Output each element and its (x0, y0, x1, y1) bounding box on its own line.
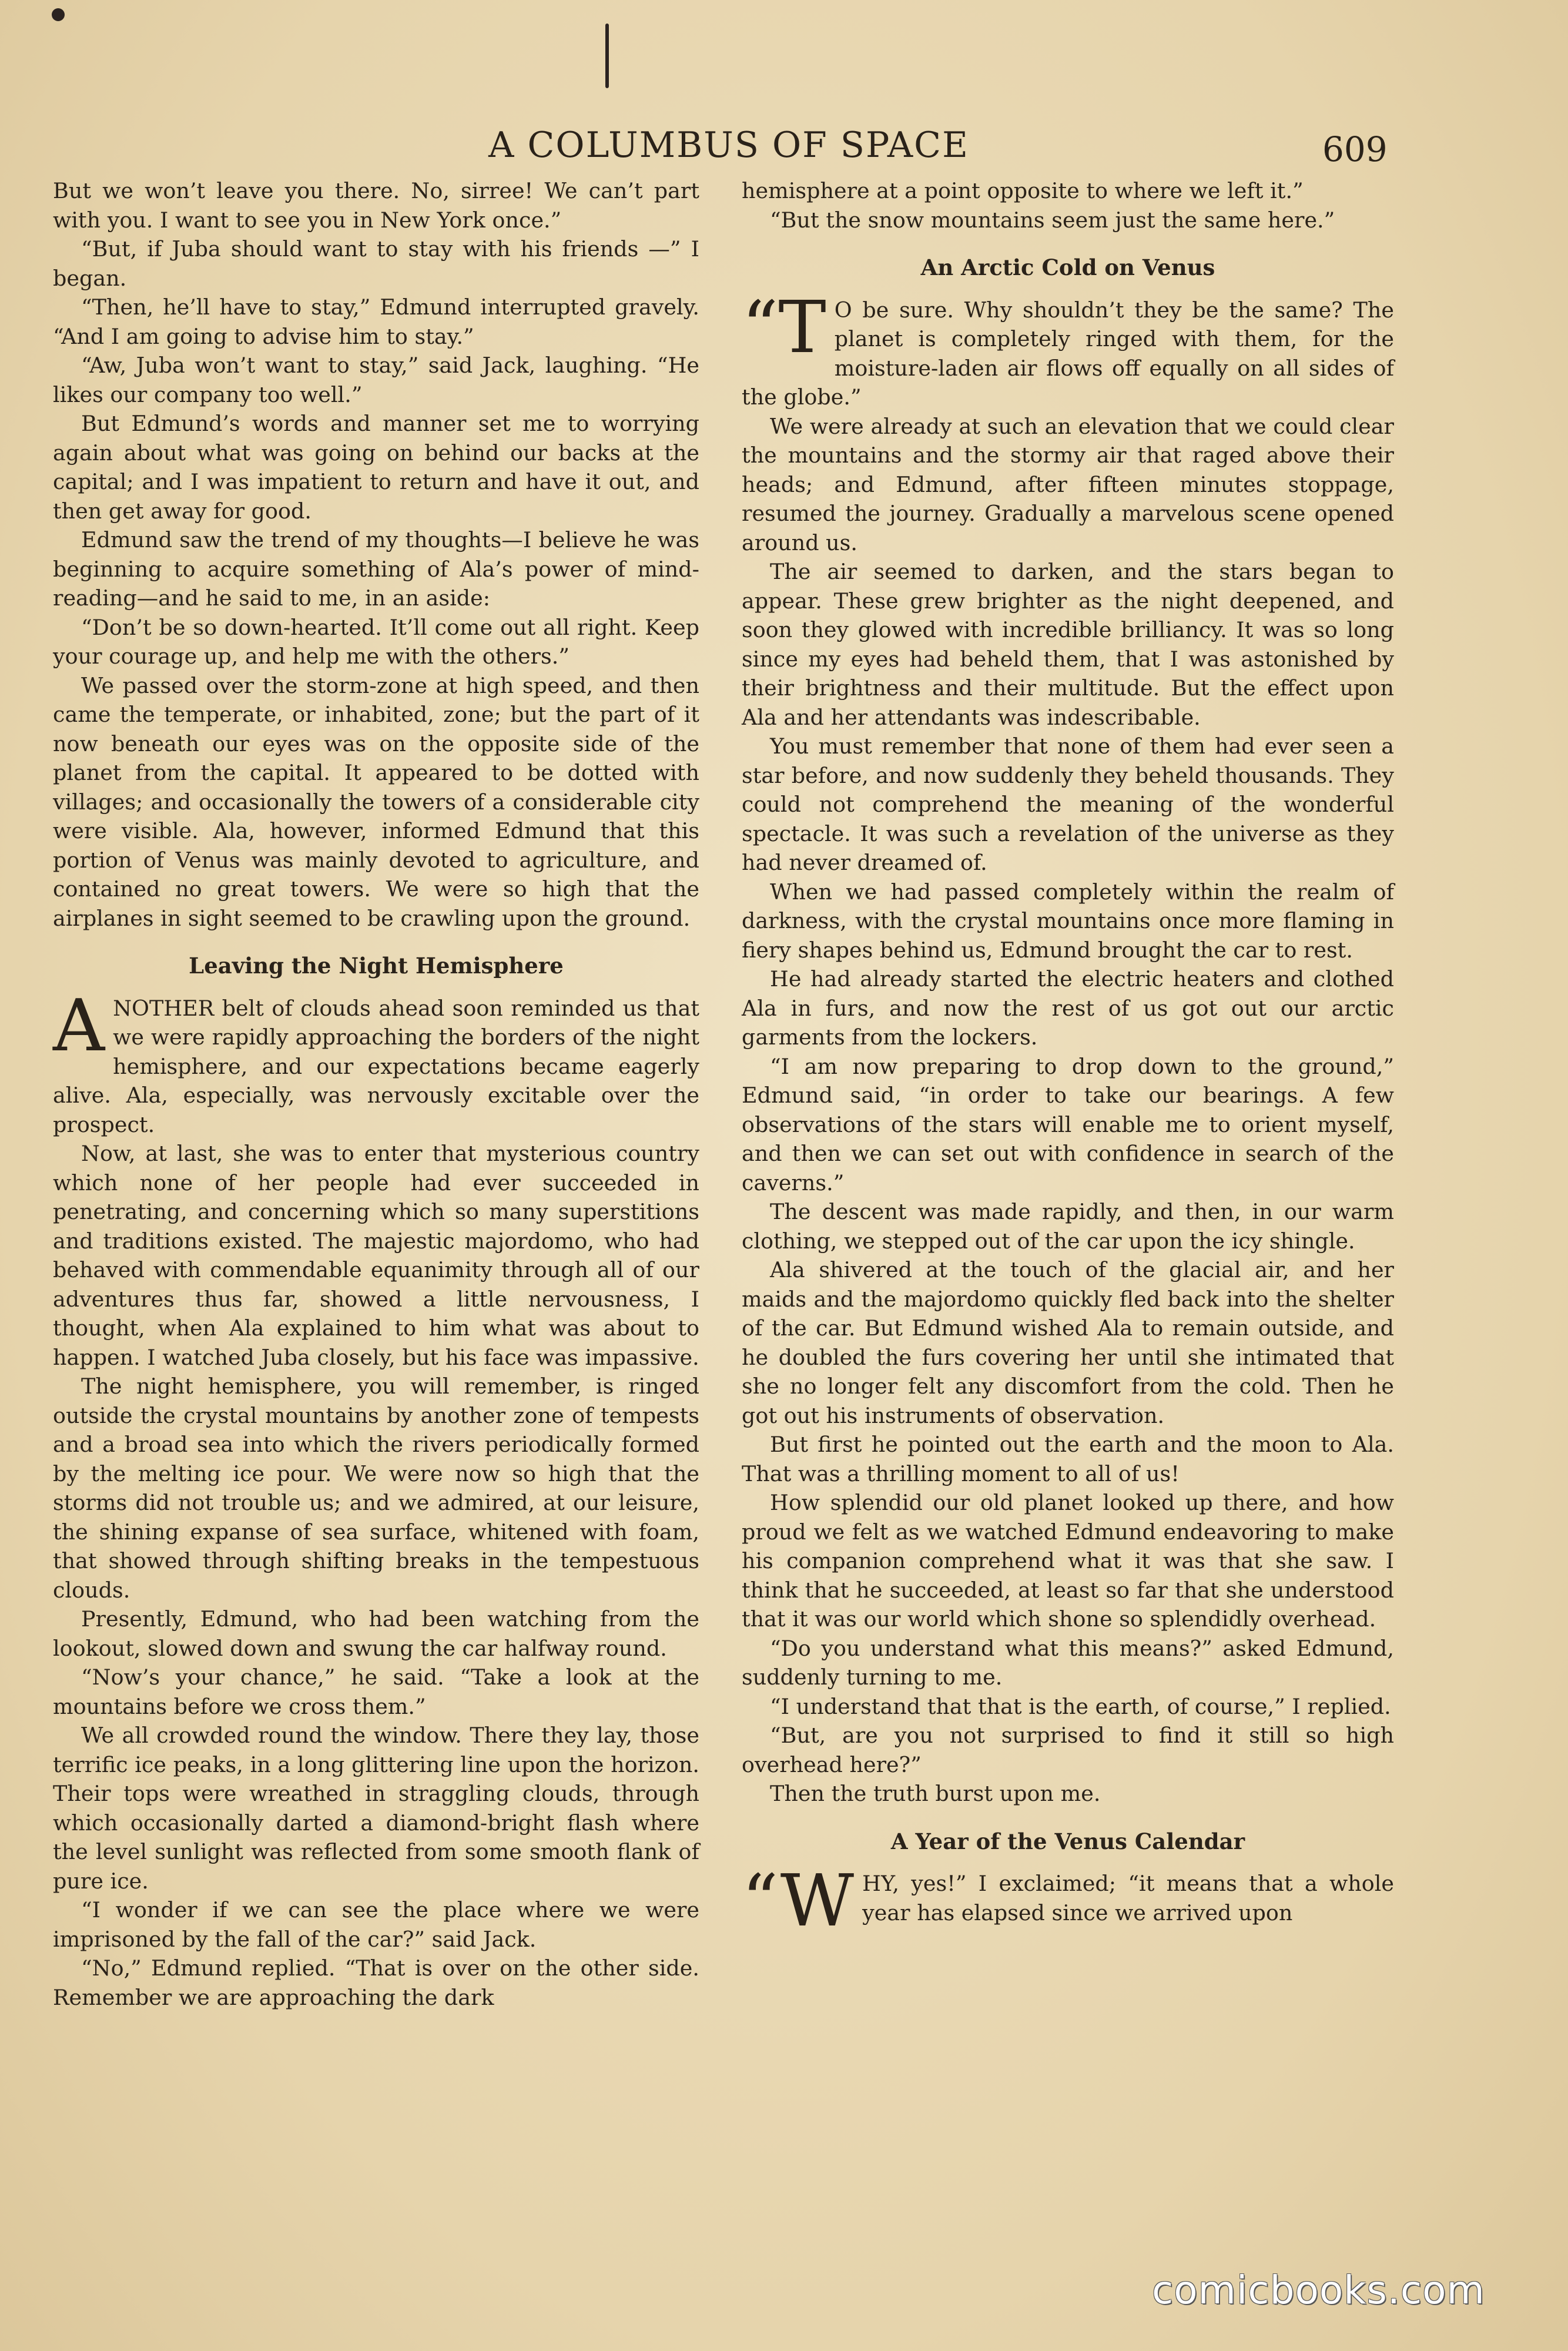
paragraph: We all crowded round the window. There they lay, those terrific ice peaks, in a long glittering line upon the horizon. Their tops were wreathed in straggling clouds, through which occasionally darted a diamond-bright flash where the level sunlight was reflected from some smooth flank of pure ice. (53, 1723, 699, 1894)
paragraph: “Now’s your chance,” he said. “Take a look at the mountains before we cross them.” (53, 1665, 699, 1719)
paragraph: “I understand that that is the earth, of course,” I replied. (770, 1693, 1391, 1719)
dropcap-paragraph-text: HY, yes!” I exclaimed; “it means that a whole year has elapsed since we arrived upon (862, 1871, 1394, 1925)
right-column (742, 176, 1394, 1943)
paragraph: Now, at last, she was to enter that mysterious country which none of her people had ever succeeded in penetrating, and concerning which so many superstitions and traditions existed. The majestic majordomo, who had behaved with commendable equanimity through all of our adventures thus far, showed a little nervousness, I thought, when Ala explained to him what was about to happen. I watched Juba closely, but his face was impassive. (53, 1141, 699, 1370)
drop-cap: “W (742, 1859, 855, 1943)
site-watermark: comicbooks.com (1152, 2268, 1485, 2313)
paragraph: “But, if Juba should want to stay with his friends —” I began. (53, 236, 699, 291)
paragraph: “Don’t be so down-hearted. It’ll come out all right. Keep your courage up, and help me with the others.” (53, 614, 699, 669)
paragraph: But Edmund’s words and manner set me to worrying again about what was going on behind our backs at the capital; and I was impatient to return and have it out, and then get away for good. (53, 411, 699, 524)
paragraph: He had already started the electric heaters and clothed Ala in furs, and now the rest of us got out our arctic garments from the lockers. (742, 966, 1394, 1050)
paragraph: “But, are you not surprised to find it still so high overhead here?” (742, 1723, 1394, 1777)
paragraph: We passed over the storm-zone at high speed, and then came the temperate, or inhabited, zone; but the part of it now beneath our eyes was on the opposite side of the planet from the capital. It appeared to be dotted with villages; and occasionally the towers of a considerable city were visible. Ala, however, informed Edmund that this portion of Venus was mainly devoted to agriculture, and contained no great towers. We were so high that the airplanes in sight seemed to be crawling upon the ground. (53, 672, 699, 931)
page-tear-mark (605, 24, 609, 88)
paragraph: The night hemisphere, you will remember, is ringed outside the crystal mountains by another zone of tempests and a broad sea into which the rivers periodically formed by the melting ice pour. We were now so high that the storms did not trouble us; and we admired, at our leisure, the shining expanse of sea surface, whitened with foam, that showed through shifting breaks in the tempestuous clouds. (53, 1374, 699, 1603)
paragraph: You must remember that none of them had ever seen a star before, and now suddenly they beheld thousands. They could not comprehend the meaning of the wonderful spectacle. It was such a revelation of the universe as they had never dreamed of. (742, 734, 1394, 875)
dropcap-paragraph-text: O be sure. Why shouldn’t they be the same? The planet is completely ringed with them, for the moisture-laden air flows off equally on all sides of the globe.” (742, 297, 1394, 410)
paragraph: The descent was made rapidly, and then, in our warm clothing, we stepped out of the car upon the icy shingle. (742, 1199, 1394, 1254)
dropcap-paragraph-text: NOTHER belt of clouds ahead soon reminded us that we were rapidly approaching the borders of the night hemisphere, and our expectations became eagerly alive. Ala, especially, was nervously excitable over the prospect. (53, 995, 699, 1137)
drop-cap: A (53, 983, 105, 1067)
paragraph: “I am now preparing to drop down to the ground,” Edmund said, “in order to take our bearings. A few observations of the stars will enable me to orient myself, and then we can set out with confidence in search of the caverns.” (742, 1053, 1394, 1195)
paragraph: The air seemed to darken, and the stars began to appear. These grew brighter as the night deepened, and soon they glowed with incredible brilliancy. It was so long since my eyes had beheld them, that I was astonished by their brightness and their multitude. But the effect upon Ala and her attendants was indescribable. (742, 559, 1394, 730)
paragraph: “I wonder if we can see the place where we were imprisoned by the fall of the car?” said Jack. (53, 1897, 699, 1952)
section-subhead: An Arctic Cold on Venus (920, 254, 1215, 280)
paragraph: But first he pointed out the earth and the moon to Ala. That was a thrilling moment to all of us! (742, 1432, 1394, 1486)
paragraph: “But the snow mountains seem just the same here.” (770, 207, 1335, 233)
paragraph: But we won’t leave you there. No, sirree! We can’t part with you. I want to see you in New York once.” (53, 178, 699, 233)
paragraph: “Aw, Juba won’t want to stay,” said Jack, laughing. “He likes our company too well.” (53, 353, 699, 407)
paragraph: We were already at such an elevation that we could clear the mountains and the stormy air that raged above their heads; and Edmund, after fifteen minutes stoppage, resumed the journey. Gradually a marvelous scene opened around us. (742, 413, 1394, 555)
ink-spot (52, 8, 65, 21)
paragraph: Ala shivered at the touch of the glacial air, and her maids and the majordomo quickly fled back into the shelter of the car. But Edmund wished Ala to remain outside, and he doubled the furs covering her until she intimated that she no longer felt any discomfort from the cold. Then he got out his instruments of observation. (742, 1257, 1394, 1428)
running-title: A COLUMBUS OF SPACE (488, 125, 969, 166)
paragraph: “No,” Edmund replied. “That is over on the other side. Remember we are approaching the dark (53, 1955, 699, 2010)
paragraph: Then the truth burst upon me. (770, 1781, 1101, 1806)
paragraph: How splendid our old planet looked up there, and how proud we felt as we watched Edmund endeavoring to make his companion comprehend what it was that she saw. I think that he succeeded, at least so far that she understood that it was our world which shone so splendidly overhead. (742, 1490, 1394, 1632)
paragraph: “Then, he’ll have to stay,” Edmund interrupted gravely. “And I am going to advise him to stay.” (53, 294, 699, 349)
section-subhead: Leaving the Night Hemisphere (189, 953, 564, 979)
paragraph: Edmund saw the trend of my thoughts—I believe he was beginning to acquire something of Ala’s power of mind-reading—and he said to me, in an aside: (53, 527, 699, 611)
page-number: 609 (1322, 129, 1388, 169)
paragraph: hemisphere at a point opposite to where we left it.” (742, 178, 1304, 203)
paragraph: When we had passed completely within the realm of darkness, with the crystal mountains once more flaming in fiery shapes behind us, Edmund brought the car to rest. (742, 879, 1394, 963)
drop-cap: “T (742, 285, 826, 369)
dropcap-paragraph (742, 285, 1394, 412)
section-subhead: A Year of the Venus Calendar (890, 1828, 1245, 1854)
dropcap-paragraph (742, 1859, 1394, 1943)
paragraph: Presently, Edmund, who had been watching from the lookout, slowed down and swung the car halfway round. (53, 1606, 699, 1661)
dropcap-paragraph (53, 983, 699, 1140)
left-column (53, 176, 699, 2012)
paragraph: “Do you understand what this means?” asked Edmund, suddenly turning to me. (742, 1635, 1394, 1690)
